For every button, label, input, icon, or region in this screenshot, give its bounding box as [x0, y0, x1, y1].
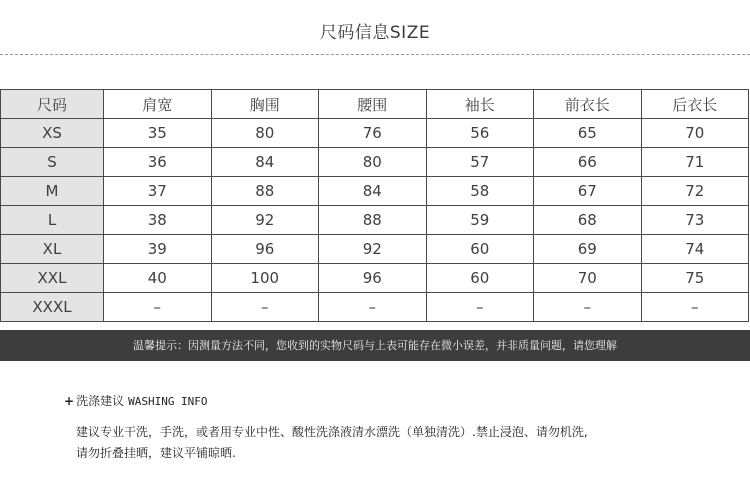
table-cell: –	[211, 293, 319, 322]
table-cell: 76	[319, 119, 427, 148]
size-table	[0, 89, 749, 322]
table-cell: 60	[426, 235, 534, 264]
size-label-cell: L	[1, 206, 104, 235]
table-cell: 35	[104, 119, 212, 148]
table-cell: 84	[319, 177, 427, 206]
table-cell: –	[641, 293, 749, 322]
column-header: 肩宽	[104, 90, 212, 119]
table-cell: 80	[211, 119, 319, 148]
table-row	[1, 264, 749, 293]
table-cell: 71	[641, 148, 749, 177]
table-row	[1, 177, 749, 206]
table-cell: 84	[211, 148, 319, 177]
notice-banner: 温馨提示：因测量方法不同，您收到的实物尺码与上表可能存在微小误差，并非质量问题，请您理解	[0, 330, 750, 361]
table-cell: 38	[104, 206, 212, 235]
column-header: 袖长	[426, 90, 534, 119]
table-cell: 68	[534, 206, 642, 235]
table-cell: 96	[211, 235, 319, 264]
column-header: 前衣长	[534, 90, 642, 119]
size-label-cell: XXXL	[1, 293, 104, 322]
table-cell: –	[319, 293, 427, 322]
column-header: 尺码	[1, 90, 104, 119]
column-header: 胸围	[211, 90, 319, 119]
size-label-cell: XXL	[1, 264, 104, 293]
table-cell: 56	[426, 119, 534, 148]
table-row	[1, 119, 749, 148]
column-header: 腰围	[319, 90, 427, 119]
table-cell: 58	[426, 177, 534, 206]
table-cell: 92	[319, 235, 427, 264]
table-cell: 100	[211, 264, 319, 293]
table-row	[1, 206, 749, 235]
table-cell: 59	[426, 206, 534, 235]
washing-title-cn: 洗涤建议	[76, 394, 125, 408]
washing-title-en: WASHING INFO	[128, 395, 208, 408]
plus-icon: +	[64, 394, 75, 408]
table-row	[1, 293, 749, 322]
table-cell: 37	[104, 177, 212, 206]
table-cell: 75	[641, 264, 749, 293]
table-cell: –	[534, 293, 642, 322]
table-cell: –	[426, 293, 534, 322]
table-body	[1, 119, 749, 322]
table-cell: 66	[534, 148, 642, 177]
table-cell: 70	[641, 119, 749, 148]
washing-heading	[64, 392, 208, 409]
washing-instructions	[76, 422, 716, 464]
washing-line: 请勿折叠挂晒，建议平铺晾晒.	[76, 446, 236, 460]
table-cell: 96	[319, 264, 427, 293]
table-cell: 39	[104, 235, 212, 264]
column-header: 后衣长	[641, 90, 749, 119]
table-cell: 72	[641, 177, 749, 206]
table-cell: 36	[104, 148, 212, 177]
table-cell: –	[104, 293, 212, 322]
table-cell: 92	[211, 206, 319, 235]
washing-line: 建议专业干洗，手洗，或者用专业中性、酸性洗涤液清水漂洗（单独清洗）.禁止浸泡、请勿机洗,	[76, 425, 588, 439]
table-header-row	[1, 90, 749, 119]
table-row	[1, 148, 749, 177]
size-label-cell: M	[1, 177, 104, 206]
table-cell: 40	[104, 264, 212, 293]
table-cell: 74	[641, 235, 749, 264]
table-cell: 67	[534, 177, 642, 206]
table-cell: 88	[319, 206, 427, 235]
table-cell: 69	[534, 235, 642, 264]
table-row	[1, 235, 749, 264]
table-cell: 60	[426, 264, 534, 293]
size-label-cell: S	[1, 148, 104, 177]
dashed-divider	[0, 54, 750, 55]
table-cell: 65	[534, 119, 642, 148]
size-label-cell: XL	[1, 235, 104, 264]
table-cell: 70	[534, 264, 642, 293]
page-title: 尺码信息SIZE	[319, 23, 431, 43]
table-cell: 80	[319, 148, 427, 177]
table-cell: 57	[426, 148, 534, 177]
table-cell: 88	[211, 177, 319, 206]
table-cell: 73	[641, 206, 749, 235]
size-label-cell: XS	[1, 119, 104, 148]
